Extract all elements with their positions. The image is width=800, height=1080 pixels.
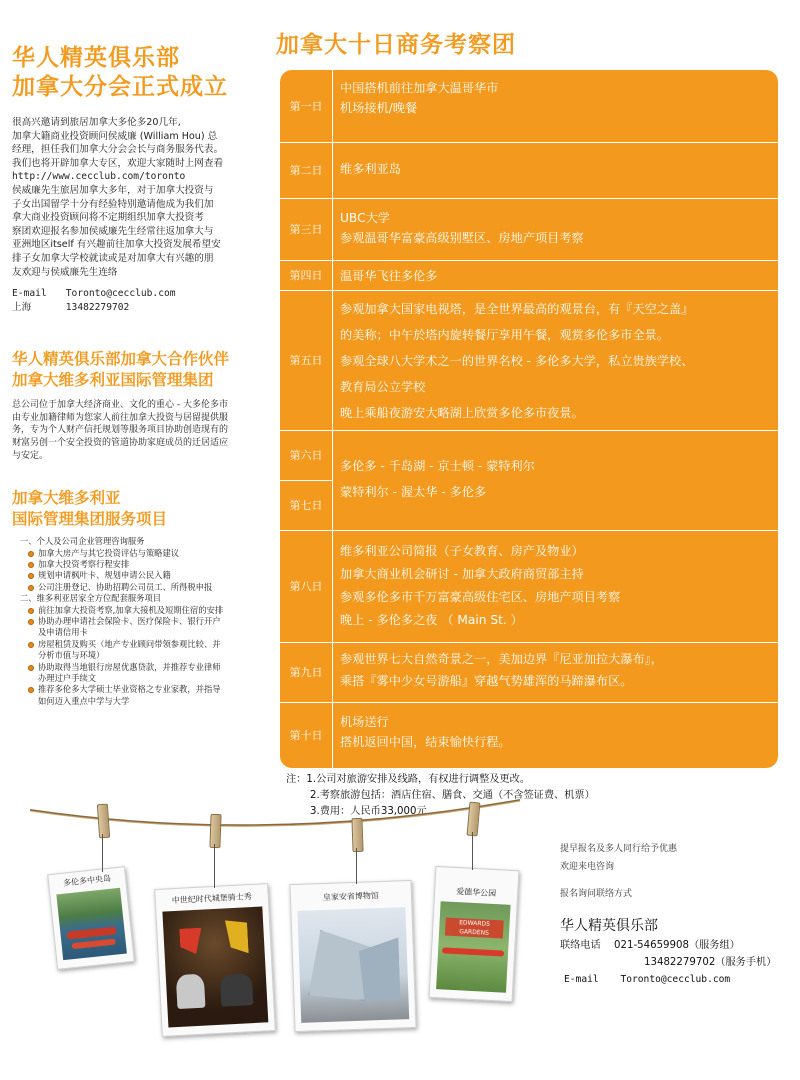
- row-divider: [280, 260, 778, 261]
- row-divider: [280, 530, 778, 531]
- email-label: E-mail: [12, 288, 47, 300]
- day-label: 第五日: [289, 354, 323, 367]
- itinerary-row-day-7: [280, 480, 778, 530]
- edwards-gardens-photo: [436, 901, 511, 993]
- activity-line: 多伦多 - 千岛湖 - 京士顿 - 蒙特利尔: [340, 459, 535, 473]
- itinerary-row-day-6: [280, 430, 778, 480]
- photo-gallery: [0, 790, 540, 1080]
- day-label: 第十日: [289, 729, 323, 742]
- day-activities: [340, 456, 768, 476]
- day-activities: [340, 78, 768, 118]
- itinerary-title: 加拿大十日商务考察团: [276, 32, 516, 58]
- day-label: 第六日: [289, 449, 323, 462]
- photo-caption: 多伦多中央岛: [62, 873, 112, 888]
- club-name: 华人精英俱乐部: [560, 918, 658, 934]
- note-1: 注：1.公司对旅游安排及线路，有权进行调整及更改。: [286, 774, 531, 785]
- activity-line: 的美称；中午於塔内旋转餐厅享用午餐，观赏多伦多市全景。: [340, 328, 670, 342]
- activity-line: 乘搭『雾中少女号游船』穿越气势雄浑的马蹄瀑布区。: [340, 674, 633, 688]
- medieval-times-photo: [162, 906, 268, 1027]
- day-activities: [340, 296, 768, 426]
- activity-line: 参观全球八大学术之一的世界名校 - 多伦多大学，私立贵族学校、: [340, 354, 694, 368]
- service-item: 一、个人及公司企业管理咨询服务: [20, 536, 145, 547]
- note-3: 3.费用：人民币33,000元: [310, 806, 427, 817]
- activity-line: 加拿大商业机会研讨 - 加拿大政府商贸部主持: [340, 567, 584, 581]
- day-activities: [340, 482, 768, 502]
- day-label: 第七日: [289, 499, 323, 512]
- activity-line: 参观加拿大国家电视塔，是全世界最高的观景台，有『天空之盖』: [340, 302, 694, 316]
- activity-line: 搭机返回中国，结束愉快行程。: [340, 735, 511, 749]
- note-2: 2.考察旅游包括：酒店住宿、膳食、交通（不含签证费、机票）: [310, 790, 595, 801]
- row-divider: [280, 198, 778, 199]
- day-label: 第四日: [289, 269, 323, 282]
- service-item: 房屋租赁及购买（地产专业顾问带领参观比较、并: [12, 639, 280, 650]
- row-divider: [280, 430, 778, 431]
- row-divider: [280, 142, 778, 143]
- service-item: 加拿大房产与其它投资评估与策略建议: [12, 548, 280, 559]
- peg-thread: [102, 834, 103, 872]
- day-activities: [340, 266, 768, 286]
- clothes-peg: [351, 818, 363, 852]
- contact-email: [564, 971, 790, 988]
- activity-line: 晚上乘船夜游安大略湖上欣赏多伦多市夜景。: [340, 406, 584, 420]
- activity-line: 教育局公立学校: [340, 380, 426, 394]
- day-activities: [340, 159, 768, 179]
- photo-caption: 皇家安省博物馆: [322, 891, 380, 903]
- peg-thread: [214, 844, 215, 888]
- email-link[interactable]: Toronto@cecclub.com: [620, 974, 731, 985]
- photo-caption: 中世纪时代城堡骑士秀: [171, 891, 252, 906]
- itinerary-row-day-3: [280, 198, 778, 260]
- service-item: 协助取得当地银行房屋优惠贷款，并推荐专业律师: [12, 662, 280, 673]
- phone-number: 13482279702: [65, 302, 130, 314]
- clothesline-string: [0, 790, 540, 870]
- itinerary-row-day-9: [280, 642, 778, 702]
- itinerary-row-day-10: [280, 702, 778, 768]
- activity-line: 中国搭机前往加拿大温哥华市: [340, 81, 499, 95]
- day-label: 第八日: [289, 580, 323, 593]
- service-item: 分析市值与环境）: [38, 650, 105, 661]
- photo-card-edwards-gardens: [429, 866, 520, 1002]
- service-item: 协助办理申请社会保险卡、医疗保险卡、银行开户: [12, 616, 280, 627]
- day-activities: [340, 712, 768, 752]
- phone-number-2: 13482279702（服务手机）: [644, 957, 777, 968]
- partner-description: 总公司位于加拿大经济商业、文化的重心 - 大多伦多市 由专业加籍律师为您家人前往加拿大投资与居留提供服 务，专为个人财产信托规划等服务项目协助创造现有的 财富另创一个安全投资的管道协助家庭成员的迁居适应 与安定。: [12, 400, 229, 461]
- service-item: 加拿大投资考察行程安排: [12, 559, 280, 570]
- activity-line: 参观世界七大自然奇景之一，美加边界『尼亚加拉大瀑布』，: [340, 652, 663, 666]
- email-label: E-mail: [564, 974, 599, 985]
- activity-line: 机场送行: [340, 715, 389, 729]
- service-item: 如何迈入重点中学与大学: [38, 695, 130, 706]
- left-column: [12, 44, 280, 707]
- service-item: 及申请信用卡: [38, 627, 88, 638]
- clothes-peg: [97, 804, 110, 839]
- contact-box: [560, 840, 790, 988]
- activity-line: 维多利亚岛: [340, 162, 401, 176]
- peg-thread: [356, 848, 357, 884]
- photo-card-medieval-times: [154, 883, 276, 1037]
- activity-line: 维多利亚公司简报（子女教育、房产及物业）: [340, 544, 584, 558]
- photo-caption: 爱德华公园: [455, 887, 497, 899]
- day-label: 第二日: [289, 164, 323, 177]
- service-item: 规划申请枫叶卡、规划申请公民入籍: [12, 570, 280, 581]
- website-link[interactable]: http://www.cecclub.com/toronto: [12, 171, 186, 183]
- contact-phones: [560, 937, 790, 971]
- phone-number-1: 021-54659908（服务组）: [614, 940, 740, 951]
- day-activities: [340, 208, 768, 248]
- clothes-peg: [209, 814, 221, 848]
- photo-card-central-island: [47, 866, 135, 970]
- itinerary-board: [280, 70, 778, 768]
- itinerary-row-day-1: [280, 70, 778, 142]
- day-label: 第九日: [289, 666, 323, 679]
- row-divider: [280, 290, 778, 291]
- activity-line: 参观温哥华富豪高级别墅区、房地产项目考察: [340, 231, 584, 245]
- central-island-photo: [56, 888, 127, 960]
- partner-title: 华人精英俱乐部加拿大合作伙伴 加拿大维多利亚国际管理集团: [12, 350, 230, 390]
- service-item: 二、维多利亚居家全方位配套服务项目: [20, 593, 162, 604]
- activity-line: 温哥华飞往多伦多: [340, 269, 438, 283]
- itinerary-row-day-2: [280, 142, 778, 198]
- info-label: 报名询问联络方式: [560, 889, 633, 899]
- activity-line: 参观多伦多市千万富豪高级住宅区、房地产项目考察: [340, 590, 621, 604]
- itinerary-row-day-4: [280, 260, 778, 290]
- service-item: 公司注册登记、协助招聘公司员工、所得税申报: [12, 582, 280, 593]
- service-item: 办理过户手续文: [38, 672, 97, 683]
- itinerary-row-day-8: [280, 530, 778, 642]
- intro-paragraph: 很高兴邀请到旅居加拿大多伦多20几年, 加拿大籍商业投资顾问侯威廉 (William Hou) 总 经理，担任我们加拿大分会会长与商务服务代表。 我们也将开辟加拿大专区，欢迎大家随时上网查看 http://www.cecclub.com/toronto 侯威廉先生旅居加拿大多年，对于加拿大投资与 子女出国留学十分有经验特别邀请他成为我们加 拿大商业投资顾问将不定期组织加拿大投资考 察团欢迎报名参加侯威廉先生经常往返加拿大与 亚洲地区itself 有兴趣前往加拿大投资发展希望安 排子女加拿大学校就读或是对加拿大有兴趣的朋 友欢迎与侯威廉先生连络: [12, 116, 278, 279]
- day-activities: [340, 540, 768, 632]
- promo-text: 提早报名及多人同行给予优惠 欢迎来电咨询: [560, 844, 678, 872]
- email-link[interactable]: Toronto@cecclub.com: [65, 288, 176, 300]
- activity-line: 晚上 - 多伦多之夜 （ Main St. ）: [340, 613, 523, 627]
- edwards-gardens-sign: EDWARDS GARDENS: [445, 918, 504, 939]
- left-contact: [12, 287, 280, 315]
- services-list: [12, 536, 280, 707]
- service-item: 前往加拿大投资考察,加拿大接机及短期住宿的安排: [12, 605, 280, 616]
- day-activities: [340, 648, 768, 692]
- day-label: 第一日: [289, 100, 323, 113]
- branch-title: 华人精英俱乐部 加拿大分会正式成立: [12, 45, 228, 100]
- peg-thread: [472, 832, 473, 870]
- row-divider: [280, 642, 778, 643]
- itinerary-row-day-5: [280, 290, 778, 430]
- city-label: 上海: [12, 302, 32, 314]
- row-divider: [280, 702, 778, 703]
- photo-card-royal-ontario-museum: [289, 880, 416, 1032]
- day-label: 第三日: [289, 223, 323, 236]
- activity-line: UBC大学: [340, 211, 390, 225]
- row-divider: [280, 480, 332, 481]
- services-title: 加拿大维多利亚 国际管理集团服务项目: [12, 489, 168, 529]
- royal-ontario-museum-photo: [297, 907, 409, 1023]
- activity-line: 机场接机/晚餐: [340, 101, 418, 115]
- activity-line: 蒙特利尔 - 渥太华 - 多伦多: [340, 485, 487, 499]
- service-item: 推荐多伦多大学硕士毕业资格之专业家教，并指导: [12, 684, 280, 695]
- phone-label: 联络电话: [560, 940, 601, 951]
